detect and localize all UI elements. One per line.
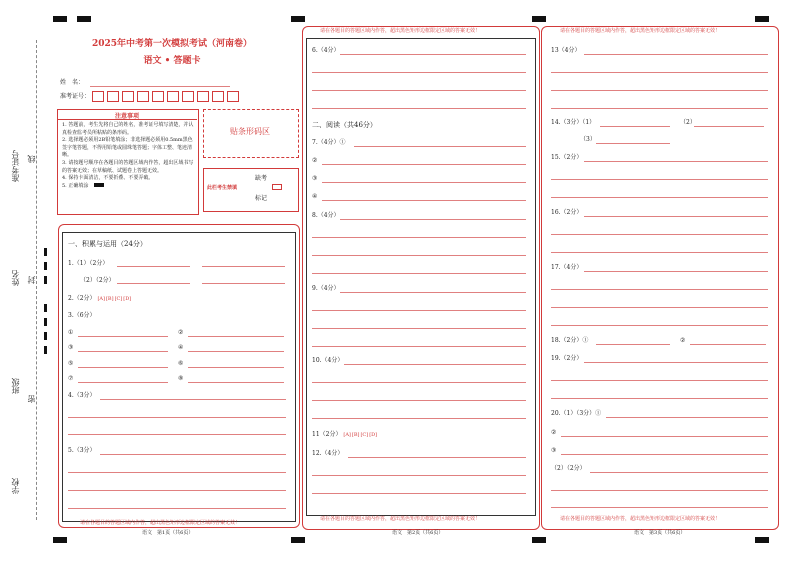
q20-label: 20.（1）（3分）① (551, 410, 602, 417)
registration-mark (755, 537, 769, 543)
answer-line[interactable] (551, 234, 768, 235)
answer-line[interactable] (78, 382, 168, 383)
answer-line[interactable] (694, 126, 764, 127)
choice-d[interactable]: [D] (123, 296, 132, 302)
blank-4: ④ (178, 344, 184, 351)
q1a-label: 1.（1）（2分） (68, 260, 109, 267)
q16-label: 16.（2分） (551, 209, 583, 216)
answer-line[interactable] (354, 146, 526, 147)
section1-title: 一、积累与运用（24分） (68, 240, 147, 248)
answer-line[interactable] (344, 364, 526, 365)
side-mark (44, 304, 47, 312)
answer-line[interactable] (312, 255, 526, 256)
answer-line[interactable] (312, 90, 526, 91)
answer-line[interactable] (596, 143, 670, 144)
exam-subtitle: 语文 • 答题卡 (143, 56, 201, 66)
side-mark (44, 318, 47, 326)
warning-text: 请在各题目的答题区域内作答，超出黑色矩形边框限定区域的答案无效！ (80, 520, 241, 526)
q12-label: 12.（4分） (312, 450, 344, 457)
q4-label: 4.（3分） (68, 392, 96, 399)
answer-line[interactable] (551, 398, 768, 399)
q10-label: 10.（4分） (312, 357, 344, 364)
answer-line[interactable] (584, 161, 768, 162)
answer-line[interactable] (551, 90, 768, 91)
side-mark (44, 346, 47, 354)
choice-d[interactable]: [D] (369, 432, 378, 438)
page-footer: 语文 第2页（共6页） (392, 530, 444, 536)
answer-line[interactable] (312, 310, 526, 311)
registration-mark (532, 537, 546, 543)
answer-line[interactable] (348, 457, 526, 458)
warning-text: 请在各题目的答题区域内作答，超出黑色矩形边框限定区域的答案无效！ (320, 28, 481, 34)
answer-line[interactable] (561, 454, 768, 455)
answer-line[interactable] (78, 336, 168, 337)
answer-line[interactable] (188, 351, 284, 352)
answer-line[interactable] (340, 54, 526, 55)
notice-list (62, 122, 195, 190)
name-label: 姓 名： (60, 79, 85, 86)
answer-line[interactable] (312, 400, 526, 401)
blank-2: ② (178, 329, 184, 336)
side-mark (44, 262, 47, 270)
filled-sample-icon (94, 183, 104, 187)
cut-label: 密 (27, 395, 36, 403)
choice-a[interactable]: [A] (97, 296, 105, 302)
answer-line[interactable] (68, 490, 286, 491)
notice-item: 2. 选择题必须用2B铅笔填涂；非选择题必须用0.5mm黑色签字笔答题，不得用铅笔或圆珠笔答题；字体工整、笔迹清晰。 (62, 137, 193, 159)
q7c-label: ③ (312, 175, 318, 182)
answer-line[interactable] (551, 289, 768, 290)
answer-line[interactable] (100, 454, 286, 455)
answer-line[interactable] (340, 219, 526, 220)
binding-label-name: 姓名 (11, 270, 20, 286)
absent-mark-label: 缺考 (255, 175, 268, 182)
answer-line[interactable] (322, 164, 526, 165)
answer-line[interactable] (312, 418, 526, 419)
answer-line[interactable] (606, 417, 768, 418)
answer-line[interactable] (312, 475, 526, 476)
answer-line[interactable] (600, 126, 670, 127)
warning-text: 请在各题目的答题区域内作答，超出黑色矩形边框限定区域的答案无效！ (320, 516, 481, 522)
blank-3: ③ (68, 344, 74, 351)
answer-line[interactable] (68, 434, 286, 435)
answer-line[interactable] (78, 351, 168, 352)
barcode-label: 贴条形码区 (230, 127, 270, 136)
choice-a[interactable]: [A] (343, 432, 351, 438)
answer-line[interactable] (312, 382, 526, 383)
answer-line[interactable] (551, 507, 768, 508)
choice-c[interactable]: [C] (114, 296, 123, 302)
answer-line[interactable] (202, 266, 285, 267)
choice-c[interactable]: [C] (360, 432, 369, 438)
notice-item: 3. 请按题号顺序在各题目的答题区域内作答，超出区域书写的答案无效；在草稿纸、试题卷上答题无效。 (62, 159, 194, 174)
registration-mark (77, 16, 91, 22)
blank-8: ⑧ (178, 375, 184, 382)
warning-text: 请在各题目的答题区域内作答，超出黑色矩形边框限定区域的答案无效！ (560, 28, 721, 34)
blank-1: ① (68, 329, 74, 336)
exam-title: 2025年中考第一次模拟考试（河南卷） (91, 39, 253, 49)
answer-line[interactable] (312, 493, 526, 494)
answer-line[interactable] (340, 292, 526, 293)
section2-title: 二、阅读（共46分） (312, 121, 377, 129)
absent-label: 此栏考生禁填 (207, 185, 238, 191)
q7-label: 7.（4分）① (312, 139, 346, 146)
q14b-label: （2） (680, 119, 696, 126)
answer-line[interactable] (68, 417, 286, 418)
answer-line[interactable] (551, 307, 768, 308)
registration-mark (291, 537, 305, 543)
binding-label-school: 学校 (11, 478, 20, 494)
q1b-label: （2）（2分） (80, 277, 115, 284)
q3-label: 3.（6分） (68, 312, 96, 319)
q14-label: 14.（3分）（1） (551, 119, 596, 126)
choice-b[interactable]: [B] (105, 296, 114, 302)
answer-line[interactable] (590, 472, 768, 473)
answer-line[interactable] (68, 508, 286, 509)
answer-line[interactable] (188, 367, 284, 368)
notice-item: 1. 答题前，考生先将自己的姓名，准考证号填写清楚，并认真检查监考员所粘贴的条形码。 (62, 122, 194, 136)
answer-line[interactable] (690, 344, 766, 345)
cut-label: 封 (27, 276, 36, 284)
answer-line[interactable] (312, 346, 526, 347)
notice-title: 注意事项 (114, 113, 139, 120)
answer-line[interactable] (312, 108, 526, 109)
answer-line[interactable] (584, 216, 768, 217)
answer-line[interactable] (188, 336, 284, 337)
binding-label-class: 班级 (11, 378, 20, 394)
q7d-label: ④ (312, 193, 318, 200)
q20c-label: ③ (551, 447, 557, 454)
answer-line[interactable] (584, 362, 768, 363)
q8-label: 8.（4分） (312, 212, 340, 219)
answer-line[interactable] (312, 328, 526, 329)
cut-line (36, 40, 37, 520)
q20d-label: （2）（2分） (551, 465, 586, 472)
answer-line[interactable] (561, 436, 768, 437)
answer-line[interactable] (551, 490, 768, 491)
registration-mark (291, 16, 305, 22)
name-field[interactable] (90, 86, 230, 87)
answer-line[interactable] (551, 179, 768, 180)
q7b-label: ② (312, 157, 318, 164)
answer-line[interactable] (551, 72, 768, 73)
answer-line[interactable] (551, 380, 768, 381)
q14c-label: （3） (580, 136, 596, 143)
q5-label: 5.（3分） (68, 447, 96, 454)
q19-label: 19.（2分） (551, 355, 583, 362)
answer-line[interactable] (551, 108, 768, 109)
q17-label: 17.（4分） (551, 264, 583, 271)
ticket-label: 准考证号： (60, 93, 91, 100)
q18-label: 18.（2分）① (551, 337, 589, 344)
answer-line[interactable] (100, 399, 286, 400)
answer-line[interactable] (68, 472, 286, 473)
registration-mark (532, 16, 546, 22)
notice-item: 5. 正确填涂 (62, 183, 195, 191)
q11-label: 11（2分） [A][B][C][D] (312, 431, 378, 438)
absent-mark-label: 标记 (255, 195, 268, 202)
choice-b[interactable]: [B] (351, 432, 360, 438)
warning-text: 请在各题目的答题区域内作答，超出黑色矩形边框限定区域的答案无效！ (560, 516, 721, 522)
answer-line[interactable] (584, 271, 768, 272)
q6-label: 6.（4分） (312, 47, 340, 54)
answer-line[interactable] (551, 197, 768, 198)
q2-label: 2.（2分） [A][B][C][D] (68, 295, 132, 302)
registration-mark (755, 16, 769, 22)
q13-label: 13（4分） (551, 47, 581, 54)
answer-line[interactable] (78, 367, 168, 368)
blank-6: ⑥ (178, 360, 184, 367)
side-mark (44, 332, 47, 340)
answer-line[interactable] (596, 344, 670, 345)
answer-area-2 (306, 38, 536, 516)
answer-line[interactable] (117, 283, 190, 284)
absent-checkbox[interactable] (272, 184, 282, 190)
side-mark (44, 276, 47, 284)
answer-line[interactable] (551, 252, 768, 253)
blank-7: ⑦ (68, 375, 74, 382)
page-footer: 语文 第3页（共6页） (634, 530, 686, 536)
q15-label: 15.（2分） (551, 154, 583, 161)
q20b-label: ② (551, 429, 557, 436)
answer-line[interactable] (312, 72, 526, 73)
cut-label: 线 (27, 155, 36, 163)
binding-label-ticket: 准考证号 (11, 150, 20, 182)
answer-line[interactable] (202, 283, 285, 284)
page-footer: 语文 第1页（共6页） (142, 530, 194, 536)
notice-item: 4. 保持卡面清洁，不要折叠、不要弄破。 (62, 175, 154, 182)
answer-line[interactable] (117, 266, 190, 267)
registration-mark (53, 16, 67, 22)
blank-5: ⑤ (68, 360, 74, 367)
answer-line[interactable] (322, 182, 526, 183)
q18b-label: ② (680, 337, 686, 344)
q9-label: 9.（4分） (312, 285, 340, 292)
answer-line[interactable] (584, 54, 768, 55)
answer-line[interactable] (312, 237, 526, 238)
answer-line[interactable] (551, 325, 768, 326)
side-mark (44, 248, 47, 256)
answer-line[interactable] (322, 200, 526, 201)
registration-mark (53, 537, 67, 543)
answer-line[interactable] (312, 273, 526, 274)
answer-line[interactable] (188, 382, 284, 383)
